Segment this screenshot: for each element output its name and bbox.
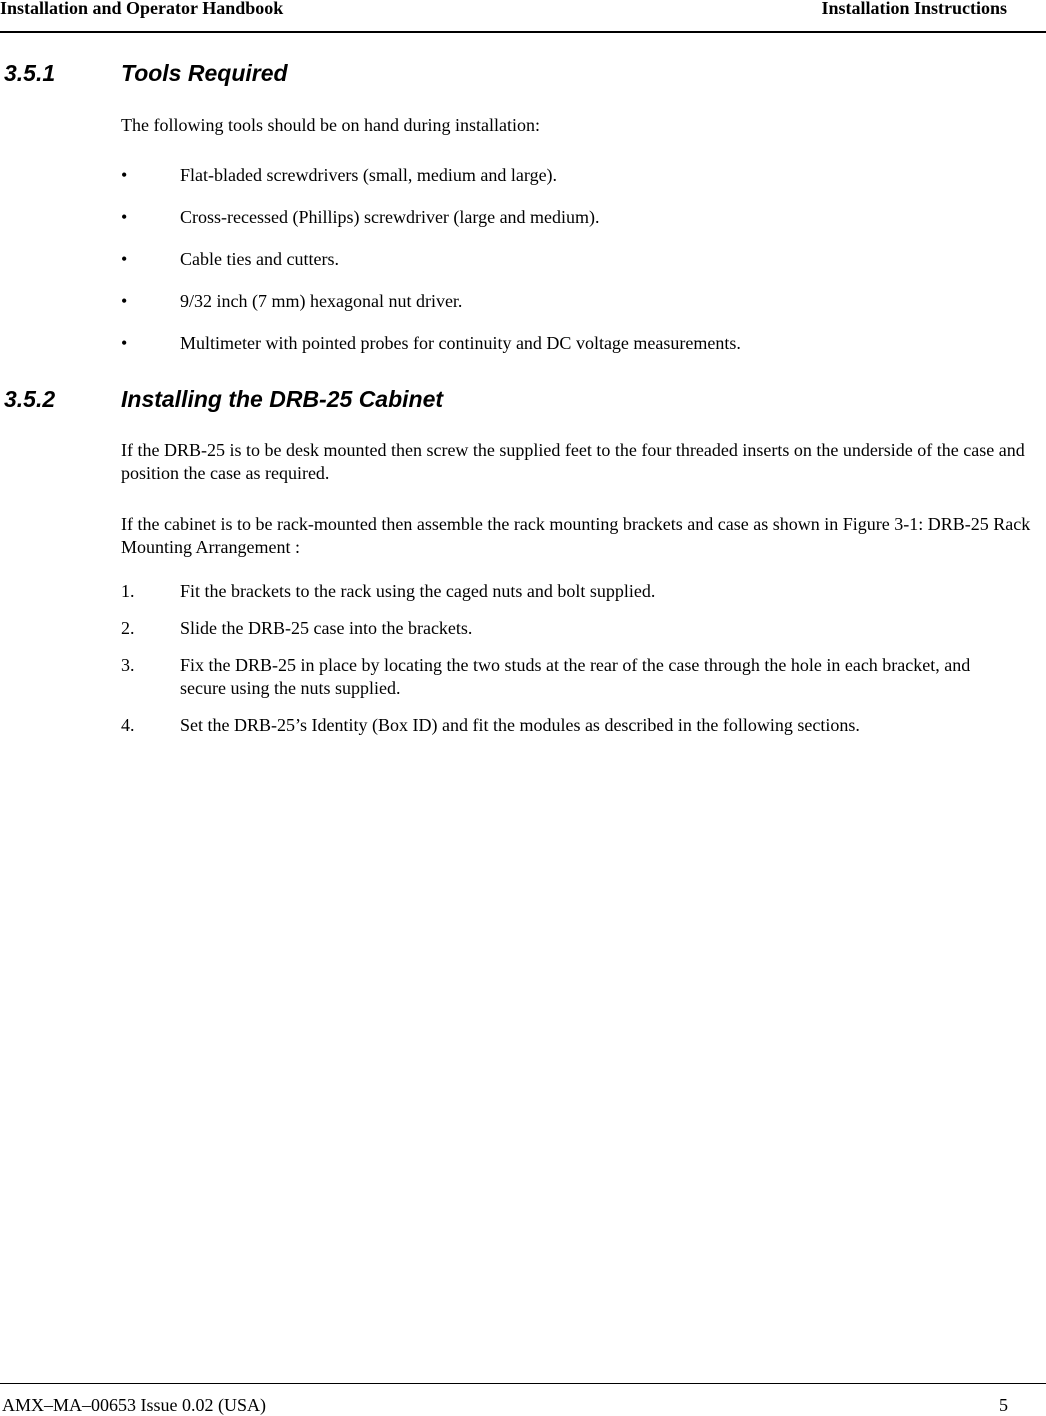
header-section: Installation Instructions xyxy=(821,0,1007,18)
section-number: 3.5.2 xyxy=(4,386,56,412)
list-item-text: Cross-recessed (Phillips) screwdriver (large and medium). xyxy=(180,207,600,227)
step-number: 2. xyxy=(121,618,135,638)
bullet: • xyxy=(121,207,128,227)
step-text: Set the DRB-25’s Identity (Box ID) and fit the modules as described in the following sections. xyxy=(180,715,860,735)
list-item-text: Cable ties and cutters. xyxy=(180,249,339,269)
step-text: Fit the brackets to the rack using the caged nuts and bolt supplied. xyxy=(180,581,656,601)
section-number: 3.5.1 xyxy=(4,60,56,86)
section-title: Tools Required xyxy=(121,60,288,86)
header-title: Installation and Operator Handbook xyxy=(0,0,284,18)
header-divider xyxy=(0,31,1046,33)
bullet: • xyxy=(121,249,128,269)
page-number: 5 xyxy=(999,1395,1008,1415)
list-item-text: Multimeter with pointed probes for continuity and DC voltage measurements. xyxy=(180,333,741,353)
bullet: • xyxy=(121,291,128,311)
bullet: • xyxy=(121,165,128,185)
step-text: Slide the DRB-25 case into the brackets. xyxy=(180,618,473,638)
step-number: 1. xyxy=(121,581,135,601)
step-text: Fix the DRB-25 in place by locating the two studs at the rear of the case through the hole in each bracket, and secure using the nuts supplied. xyxy=(180,655,971,698)
document-id: AMX–MA–00653 Issue 0.02 (USA) xyxy=(2,1395,266,1415)
desk-mount-paragraph: If the DRB-25 is to be desk mounted then screw the supplied feet to the four threaded inserts on the underside of the case and position the case as required. xyxy=(121,440,1025,483)
intro-paragraph: The following tools should be on hand during installation: xyxy=(121,115,540,135)
bullet: • xyxy=(121,333,128,353)
step-number: 3. xyxy=(121,655,135,675)
list-item-text: Flat-bladed screwdrivers (small, medium and large). xyxy=(180,165,558,185)
section-title: Installing the DRB-25 Cabinet xyxy=(121,386,444,412)
footer-divider xyxy=(0,1383,1046,1384)
rack-mount-paragraph: If the cabinet is to be rack-mounted then assemble the rack mounting brackets and case as shown in Figure 3-1: DRB-25 Rack Mounting Arrangement : xyxy=(121,514,1031,557)
list-item-text: 9/32 inch (7 mm) hexagonal nut driver. xyxy=(180,291,463,311)
step-number: 4. xyxy=(121,715,135,735)
